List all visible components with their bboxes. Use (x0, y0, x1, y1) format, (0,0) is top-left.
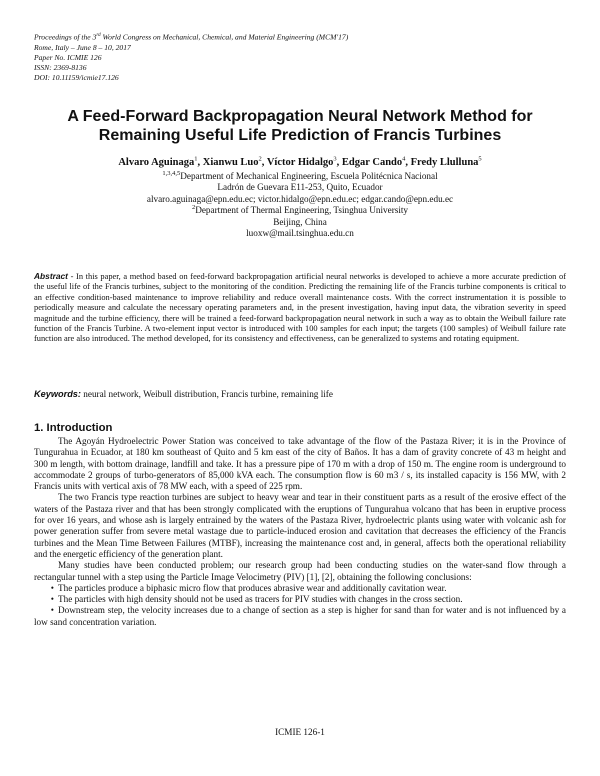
author-affiliation-mark: 4 (402, 155, 406, 163)
header-location-line: Rome, Italy – June 8 – 10, 2017 (34, 42, 131, 52)
keywords-text: neural network, Weibull distribution, Francis turbine, remaining life (80, 389, 333, 399)
affiliation-1-department: $^{1,3,4,5}$Department of Mechanical Engineering, Escuela Politécnica Nacional (162, 169, 438, 181)
author-affiliation-mark: 5 (478, 155, 482, 163)
affiliation-2-address: Beijing, China (273, 216, 327, 227)
author-name: Fredy Llulluna (410, 157, 479, 168)
affiliation-2-department: $^2$Department of Thermal Engineering, Tsinghua University (191, 204, 409, 216)
author-name: Edgar Cando (341, 157, 403, 168)
author-name: Víctor Hidalgo (266, 157, 334, 168)
abstract-label: Abstract (34, 271, 68, 281)
paragraph: Many studies have been conducted problem; our research group had been conducting studies on the water-sand flow through a rectangular tunnel with a step using the Particle Image Velocimetry (PIV) [1], [2], obtaining the following conclusions: (34, 560, 566, 582)
proceedings-header (34, 31, 574, 84)
page-footer: ICMIE 126-1 (275, 727, 325, 737)
abstract-text: - In this paper, a method based on feed-forward backpropagation artificial neural networks is developed to achieve a more accurate prediction of the useful life of the Francis turbines, subject to the monitoring of the condition. Predicting the remaining life of the Francis turbine components is critical to an effective condition-based maintenance to improve reliability and reduce overall maintenance costs. With the correct instrumentation it is possible to periodically measure and calculate the necessary operating parameters and, in the present investigation, having input data, the vibration severity in speed magnitude and the turbine efficiency, there will be trained a feed-forward backpropagation neural network in such a way as to obtain the Weibull failure rate function of the Francis Turbine. A two-element input vector is introduced with 100 samples for each input; the targets (100 samples) of Weibull failure rate function are also introduced. The method developed, for its consistency and effectiveness, can be generalized to systems and rotating equipment. (34, 272, 566, 344)
author-affiliation-mark: 1 (194, 155, 198, 163)
author-list: Alvaro Aguinaga$^1$, Xianwu Luo$^2$, Víctor Hidalgo$^3$, Edgar Cando$^4$, Fredy Llulluna$^5$ (118, 155, 482, 168)
title-line-1: A Feed-Forward Backpropagation Neural Network Method for (67, 108, 533, 125)
paragraph: The Agoyán Hydroelectric Power Station was conceived to take advantage of the flow of the Pastaza River; it is in the Province of Tungurahua in Ecuador, at 180 km southeast of Quito and 5 km east of the city of Baños. It has a dam of gravity concrete of 43 m height and 300 m length, with bottom drainage, landfill and take. It has a pressure pipe of 170 m with a drop of 150 m. The engine room is underground to accommodate 2 groups of turbo-generators of 85,000 kVA each. The consumption flow is 60 m3 / s, its installed capacity is 156 MW, with 2 Francis units with vertical axis of 78 MW each, with a speed of 225 rpm. (34, 436, 566, 492)
title-line-2: Remaining Useful Life Prediction of Francis Turbines (98, 127, 502, 144)
abstract (34, 271, 566, 345)
affiliation-1-address: Ladrón de Guevara E11-253, Quito, Ecuador (217, 182, 383, 193)
header-paper-number: Paper No. ICMIE 126 (34, 52, 102, 62)
list-item: • The particles produce a biphasic micro flow that produces abrasive wear and additionally cavitation wear. (34, 583, 566, 594)
paragraph: The two Francis type reaction turbines are subject to heavy wear and tear in their constituent parts as a result of the erosive effect of the waters of the Pastaza river and that has been strongly complicated with the eruptions of Tungurahua volcano that has been in eruptive process for over 16 years, and whose ash is largely entrained by the waters of the Pastaza River, hydroelectric plants using water with volcanic ash for power generation suffer from severe metal wastage due to particle-induced erosion and cavitation that decreases the efficiency of the Francis turbines and the Mean Time Between Failures (MTBF), increasing the maintenance cost and, in general, affects both the operational reliability and the energetic efficiency of the generation plant. (34, 492, 566, 559)
list-item: • Downstream step, the velocity increases due to a change of section as a step is higher for sand than for water and is not influenced by a low sand concentration variation. (34, 605, 566, 627)
header-conference-line: Proceedings of the 3rd World Congress on Mechanical, Chemical, and Material Engineering (MCM'17) (34, 32, 349, 42)
author-affiliation-mark: 3 (333, 155, 337, 163)
keywords-label: Keywords: (34, 389, 81, 399)
keywords (34, 389, 566, 400)
author-affiliation-mark: 2 (258, 155, 262, 163)
bullet-icon: • (50, 605, 54, 616)
author-name: Xianwu Luo (202, 157, 259, 168)
header-doi: DOI: 10.11159/icmie17.126 (34, 73, 119, 83)
bullet-icon: • (50, 582, 54, 593)
author-name: Alvaro Aguinaga (118, 157, 195, 168)
section-heading-introduction: 1. Introduction (34, 422, 113, 434)
affiliation-1-emails: alvaro.aguinaga@epn.edu.ec; victor.hidalgo@epn.edu.ec; edgar.cando@epn.edu.ec (146, 193, 454, 204)
header-issn: ISSN: 2369-8136 (34, 63, 87, 73)
affiliations (40, 171, 560, 239)
introduction-body (34, 436, 566, 628)
bullet-icon: • (50, 594, 54, 605)
affiliation-2-email: luoxw@mail.tsinghua.edu.cn (246, 228, 354, 239)
list-item: • The particles with high density should not be used as tracers for PIV studies with changes in the cross section. (34, 594, 566, 605)
paper-title (40, 107, 560, 145)
